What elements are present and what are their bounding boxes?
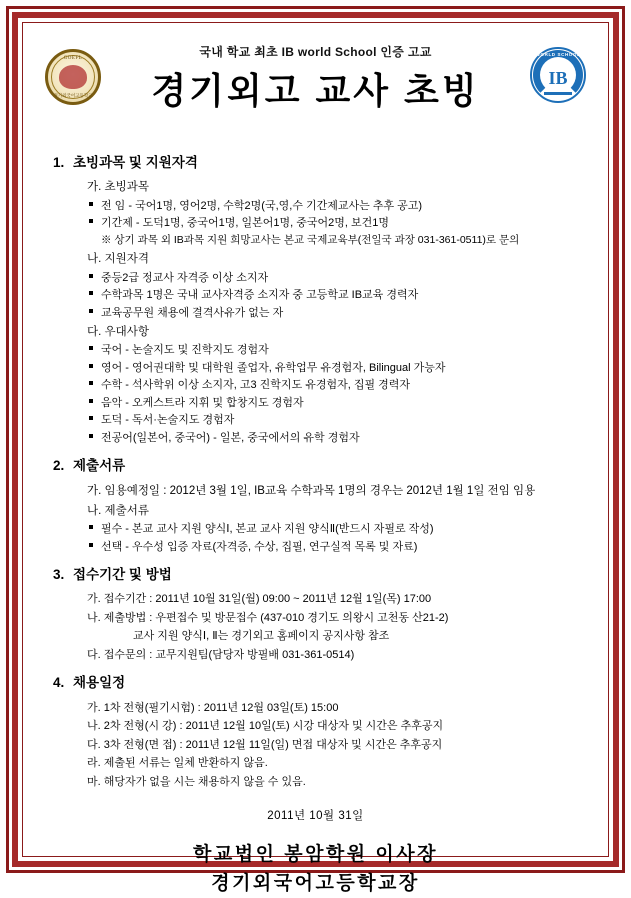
square-bullet-icon — [89, 309, 93, 313]
section-body — [53, 483, 578, 556]
square-bullet-icon — [89, 381, 93, 385]
section-heading — [53, 153, 578, 173]
section-number: 1. — [53, 155, 65, 170]
square-bullet-icon — [89, 434, 93, 438]
note-text: ※ 상기 과목 외 IB과목 지원 희망교사는 본교 국제교육부(전일국 과장 031-361-0511)로 문의 — [101, 233, 520, 246]
square-bullet-icon — [89, 399, 93, 403]
school-emblem-top-text: GOEFL — [63, 56, 83, 61]
list-item-label: 영어 - 영어권대학 및 대학원 졸업자, 유학업무 유경험자, Bilingual 가능자 — [101, 361, 446, 374]
list-item — [87, 215, 578, 232]
detail-line: 가. 1차 전형(필기시험) : 2011년 12월 03일(토) 15:00 — [87, 701, 339, 714]
square-bullet-icon — [89, 202, 93, 206]
list-item — [87, 430, 578, 447]
school-emblem-bottom-text: 경기외국어고등학교 — [53, 93, 93, 98]
list-item-label: 국어 - 논술지도 및 진학지도 경험자 — [101, 344, 269, 357]
square-bullet-icon — [89, 364, 93, 368]
list-item-label: 도덕 - 독서·논술지도 경험자 — [101, 414, 235, 427]
group-label: 가. 임용예정일 : 2012년 3월 1일, IB교육 수학과목 1명의 경우는 2012년 1월 1일 전임 임용 — [87, 484, 536, 497]
list-item-label: 전 임 - 국어1명, 영어2명, 수학2명(국,영,수 기간제교사는 추후 공고) — [101, 199, 423, 212]
list-item-label: 중등2급 정교사 자격증 이상 소지자 — [101, 271, 269, 284]
list-item-label: 수학과목 1명은 국내 교사자격증 소지자 중 고등학교 IB교육 경력자 — [101, 289, 419, 301]
poster-title: 경기외고 교사 초빙 — [151, 70, 480, 111]
list-item-label: 필수 - 본교 교사 지원 양식Ⅰ, 본교 교사 지원 양식Ⅱ(반드시 자필로 작성) — [101, 523, 434, 535]
list-item-label: 기간제 - 도덕1명, 중국어1명, 일본어1명, 중국어2명, 보건1명 — [101, 217, 389, 229]
square-bullet-icon — [89, 291, 93, 295]
detail-line: 다. 접수문의 : 교무지원팀(담당자 방필배 031-361-0514) — [87, 648, 355, 661]
square-bullet-icon — [89, 525, 93, 529]
section-body — [53, 700, 578, 791]
detail-line: 가. 접수기간 : 2011년 10월 31일(월) 09:00 ~ 2011년 12월 1일(목) 17:00 — [87, 593, 432, 606]
section-number: 4. — [53, 675, 65, 691]
ib-logo-mark: IB — [548, 68, 568, 88]
detail-line: 다. 3차 전형(면 접) : 2011년 12월 11일(일) 면접 대상자 및 시간은 추후공지 — [87, 738, 443, 751]
section-number: 2. — [53, 458, 65, 474]
signature-line-school: 경기외국어고등학교장 — [211, 872, 420, 894]
list-item-label: 전공어(일본어, 중국어) - 일본, 중국에서의 유학 경험자 — [101, 431, 360, 444]
list-item-label: 교육공무원 채용에 결격사유가 없는 자 — [101, 306, 284, 319]
list-item — [87, 539, 578, 556]
list-item — [87, 305, 578, 322]
section-number: 3. — [53, 567, 65, 582]
detail-line: 나. 제출방법 : 우편접수 및 방문접수 (437-010 경기도 의왕시 고천동 산21-2) — [87, 611, 449, 624]
detail-line: 마. 해당자가 없을 시는 채용하지 않을 수 있음. — [87, 775, 306, 788]
square-bullet-icon — [89, 346, 93, 350]
list-item — [87, 395, 578, 412]
section-title: 채용일정 — [73, 675, 126, 691]
detail-line: 라. 제출된 서류는 일체 반환하지 않음. — [87, 757, 268, 769]
list-item — [87, 287, 578, 304]
section-title: 접수기간 및 방법 — [73, 567, 172, 582]
square-bullet-icon — [89, 543, 93, 547]
section-hiring-schedule — [53, 673, 578, 790]
poster-body — [23, 131, 608, 898]
section-application-period — [53, 565, 578, 663]
square-bullet-icon — [89, 416, 93, 420]
square-bullet-icon — [89, 274, 93, 278]
group-label: 나. 제출서류 — [87, 504, 149, 517]
detail-line: 나. 2차 전형(시 강) : 2011년 12월 10일(토) 시강 대상자 및 시간은 추후공지 — [87, 720, 444, 732]
list-item-label: 수학 - 석사학위 이상 소지자, 고3 진학지도 유경험자, 집필 경력자 — [101, 379, 411, 392]
poster-subtitle: 국내 학교 최초 IB world School 인증 고교 — [199, 45, 432, 59]
poster-header — [23, 23, 608, 131]
group-label: 다. 우대사항 — [87, 326, 149, 338]
section-heading — [53, 673, 578, 693]
issue-date: 2011년 10월 31일 — [267, 810, 364, 822]
group-label: 가. 초빙과목 — [87, 181, 149, 194]
group-label: 나. 지원자격 — [87, 253, 149, 266]
square-bullet-icon — [89, 219, 93, 223]
section-required-documents — [53, 456, 578, 555]
signature-line-foundation: 학교법인 봉암학원 이사장 — [193, 844, 438, 866]
section-heading — [53, 456, 578, 476]
list-item-label: 음악 - 오케스트라 지휘 및 합창지도 경험자 — [101, 396, 304, 409]
list-item — [87, 342, 578, 359]
signature-block — [53, 841, 578, 898]
section-title: 초빙과목 및 지원자격 — [73, 155, 198, 170]
list-item — [87, 198, 578, 215]
section-heading — [53, 565, 578, 585]
list-item — [87, 377, 578, 394]
ib-logo-arc-text: WORLD SCHOOL — [535, 52, 581, 57]
list-item-label: 선택 - 우수성 입증 자료(자격증, 수상, 집필, 연구실적 목록 및 자료) — [101, 540, 418, 553]
detail-subline: 교사 지원 양식Ⅰ, Ⅱ는 경기외고 홈페이지 공지사항 참조 — [133, 630, 390, 643]
section-body — [53, 591, 578, 663]
list-item — [87, 521, 578, 538]
list-item — [87, 412, 578, 429]
section-title: 제출서류 — [73, 458, 126, 474]
poster-content — [23, 23, 608, 894]
list-item — [87, 270, 578, 287]
section-recruitment-subjects — [53, 153, 578, 446]
section-body — [53, 179, 578, 446]
list-item — [87, 360, 578, 377]
